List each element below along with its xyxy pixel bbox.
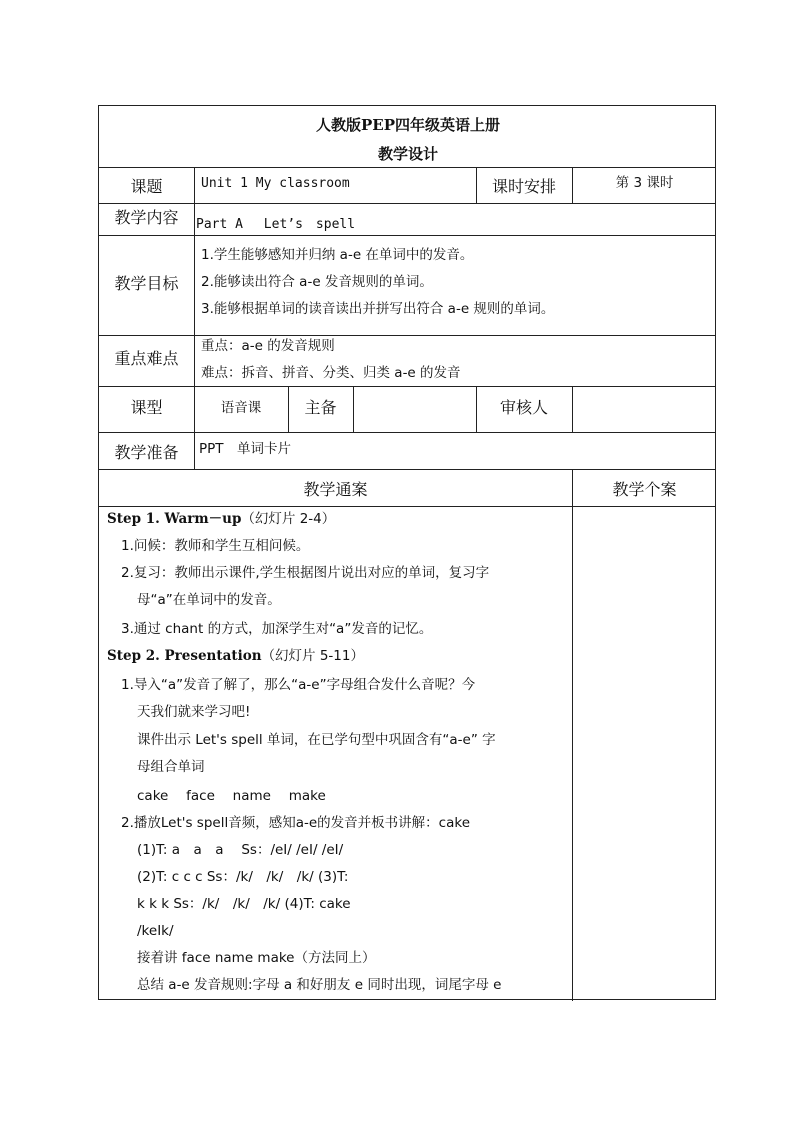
row-divider xyxy=(99,203,715,204)
focus-label: 重点难点 xyxy=(114,349,179,368)
content-label: 教学内容 xyxy=(114,208,179,227)
content-value: Part A Let’s spell xyxy=(196,217,356,232)
objective-item: 2.能够读出符合 a-e 发音规则的单词。 xyxy=(201,274,433,290)
objective-item: 1.学生能够感知并归纳 a-e 在单词中的发音。 xyxy=(201,247,474,263)
step2-slides: （幻灯片 5-11） xyxy=(261,648,364,664)
example-words: cake face name make xyxy=(137,788,326,804)
step2-item-cont: 课件出示 Let's spell 单词，在已学句型中巩固含有“a-e” 字 xyxy=(137,732,496,748)
lesson-plan-table xyxy=(98,105,716,1000)
lesson-type-label: 课型 xyxy=(130,398,163,417)
column-divider xyxy=(194,167,195,469)
common-plan-header: 教学通案 xyxy=(303,480,368,499)
schedule-label: 课时安排 xyxy=(491,177,556,196)
step1-item-cont: 母“a”在单词中的发音。 xyxy=(137,592,281,608)
preparation-label: 教学准备 xyxy=(114,443,179,462)
schedule-value: 第 3 课时 xyxy=(615,175,674,191)
drill-line: (2)T: c c c Ss：/k/ /k/ /k/ (3)T: xyxy=(137,869,349,885)
row-divider xyxy=(99,469,715,470)
drill-line: (1)T: a a a Ss：/eI/ /eI/ /eI/ xyxy=(137,842,344,858)
column-divider xyxy=(353,386,354,432)
step1-item: 3.通过 chant 的方式，加深学生对“a”发音的记忆。 xyxy=(121,621,433,637)
step2-heading xyxy=(107,650,364,664)
step1-item: 1.问候：教师和学生互相问候。 xyxy=(121,538,310,554)
step2-item: 1.导入“a”发音了解了，那么“a-e”字母组合发什么音呢？今 xyxy=(121,677,476,693)
row-divider xyxy=(99,167,715,168)
document-subtitle: 教学设计 xyxy=(377,145,438,163)
row-divider xyxy=(99,506,715,507)
step2-item-cont: 母组合单词 xyxy=(137,759,205,775)
step1-heading xyxy=(107,513,335,527)
objective-item: 3.能够根据单词的读音读出并拼写出符合 a-e 规则的单词。 xyxy=(201,301,555,317)
step1-title: Step 1. Warm－up xyxy=(107,511,242,527)
column-divider xyxy=(572,469,573,1001)
objectives-label: 教学目标 xyxy=(114,274,179,293)
rule-summary: 总结 a-e 发音规则:字母 a 和好朋友 e 同时出现，词尾字母 e xyxy=(137,977,502,993)
step1-slides: （幻灯片 2-4） xyxy=(241,511,336,527)
drill-line: 接着讲 face name make（方法同上） xyxy=(137,950,376,966)
step2-item-cont: 天我们就来学习吧! xyxy=(137,704,251,720)
key-point: 重点：a-e 的发音规则 xyxy=(201,338,335,354)
step2-title: Step 2. Presentation xyxy=(107,648,262,664)
step2-item: 2.播放Let's spell音频，感知a-e的发音并板书讲解：cake xyxy=(121,815,470,831)
preparer-label: 主备 xyxy=(304,398,337,417)
column-divider xyxy=(572,386,573,432)
reviewer-label: 审核人 xyxy=(499,398,548,417)
row-divider xyxy=(99,386,715,387)
preparation-value: PPT 单词卡片 xyxy=(199,441,292,457)
document-title: 人教版PEP四年级英语上册 xyxy=(316,116,500,134)
difficulty: 难点：拆音、拼音、分类、归类 a-e 的发音 xyxy=(201,365,461,381)
drill-line: /keIk/ xyxy=(137,923,174,939)
row-divider xyxy=(99,335,715,336)
step1-item: 2.复习：教师出示课件,学生根据图片说出对应的单词，复习字 xyxy=(121,565,490,581)
topic-label: 课题 xyxy=(130,177,163,196)
row-divider xyxy=(99,235,715,236)
drill-line: k k k Ss：/k/ /k/ /k/ (4)T: cake xyxy=(137,896,351,912)
lesson-type-value: 语音课 xyxy=(220,400,262,416)
individual-plan-header: 教学个案 xyxy=(612,480,677,499)
topic-value: Unit 1 My classroom xyxy=(201,176,350,191)
row-divider xyxy=(99,432,715,433)
